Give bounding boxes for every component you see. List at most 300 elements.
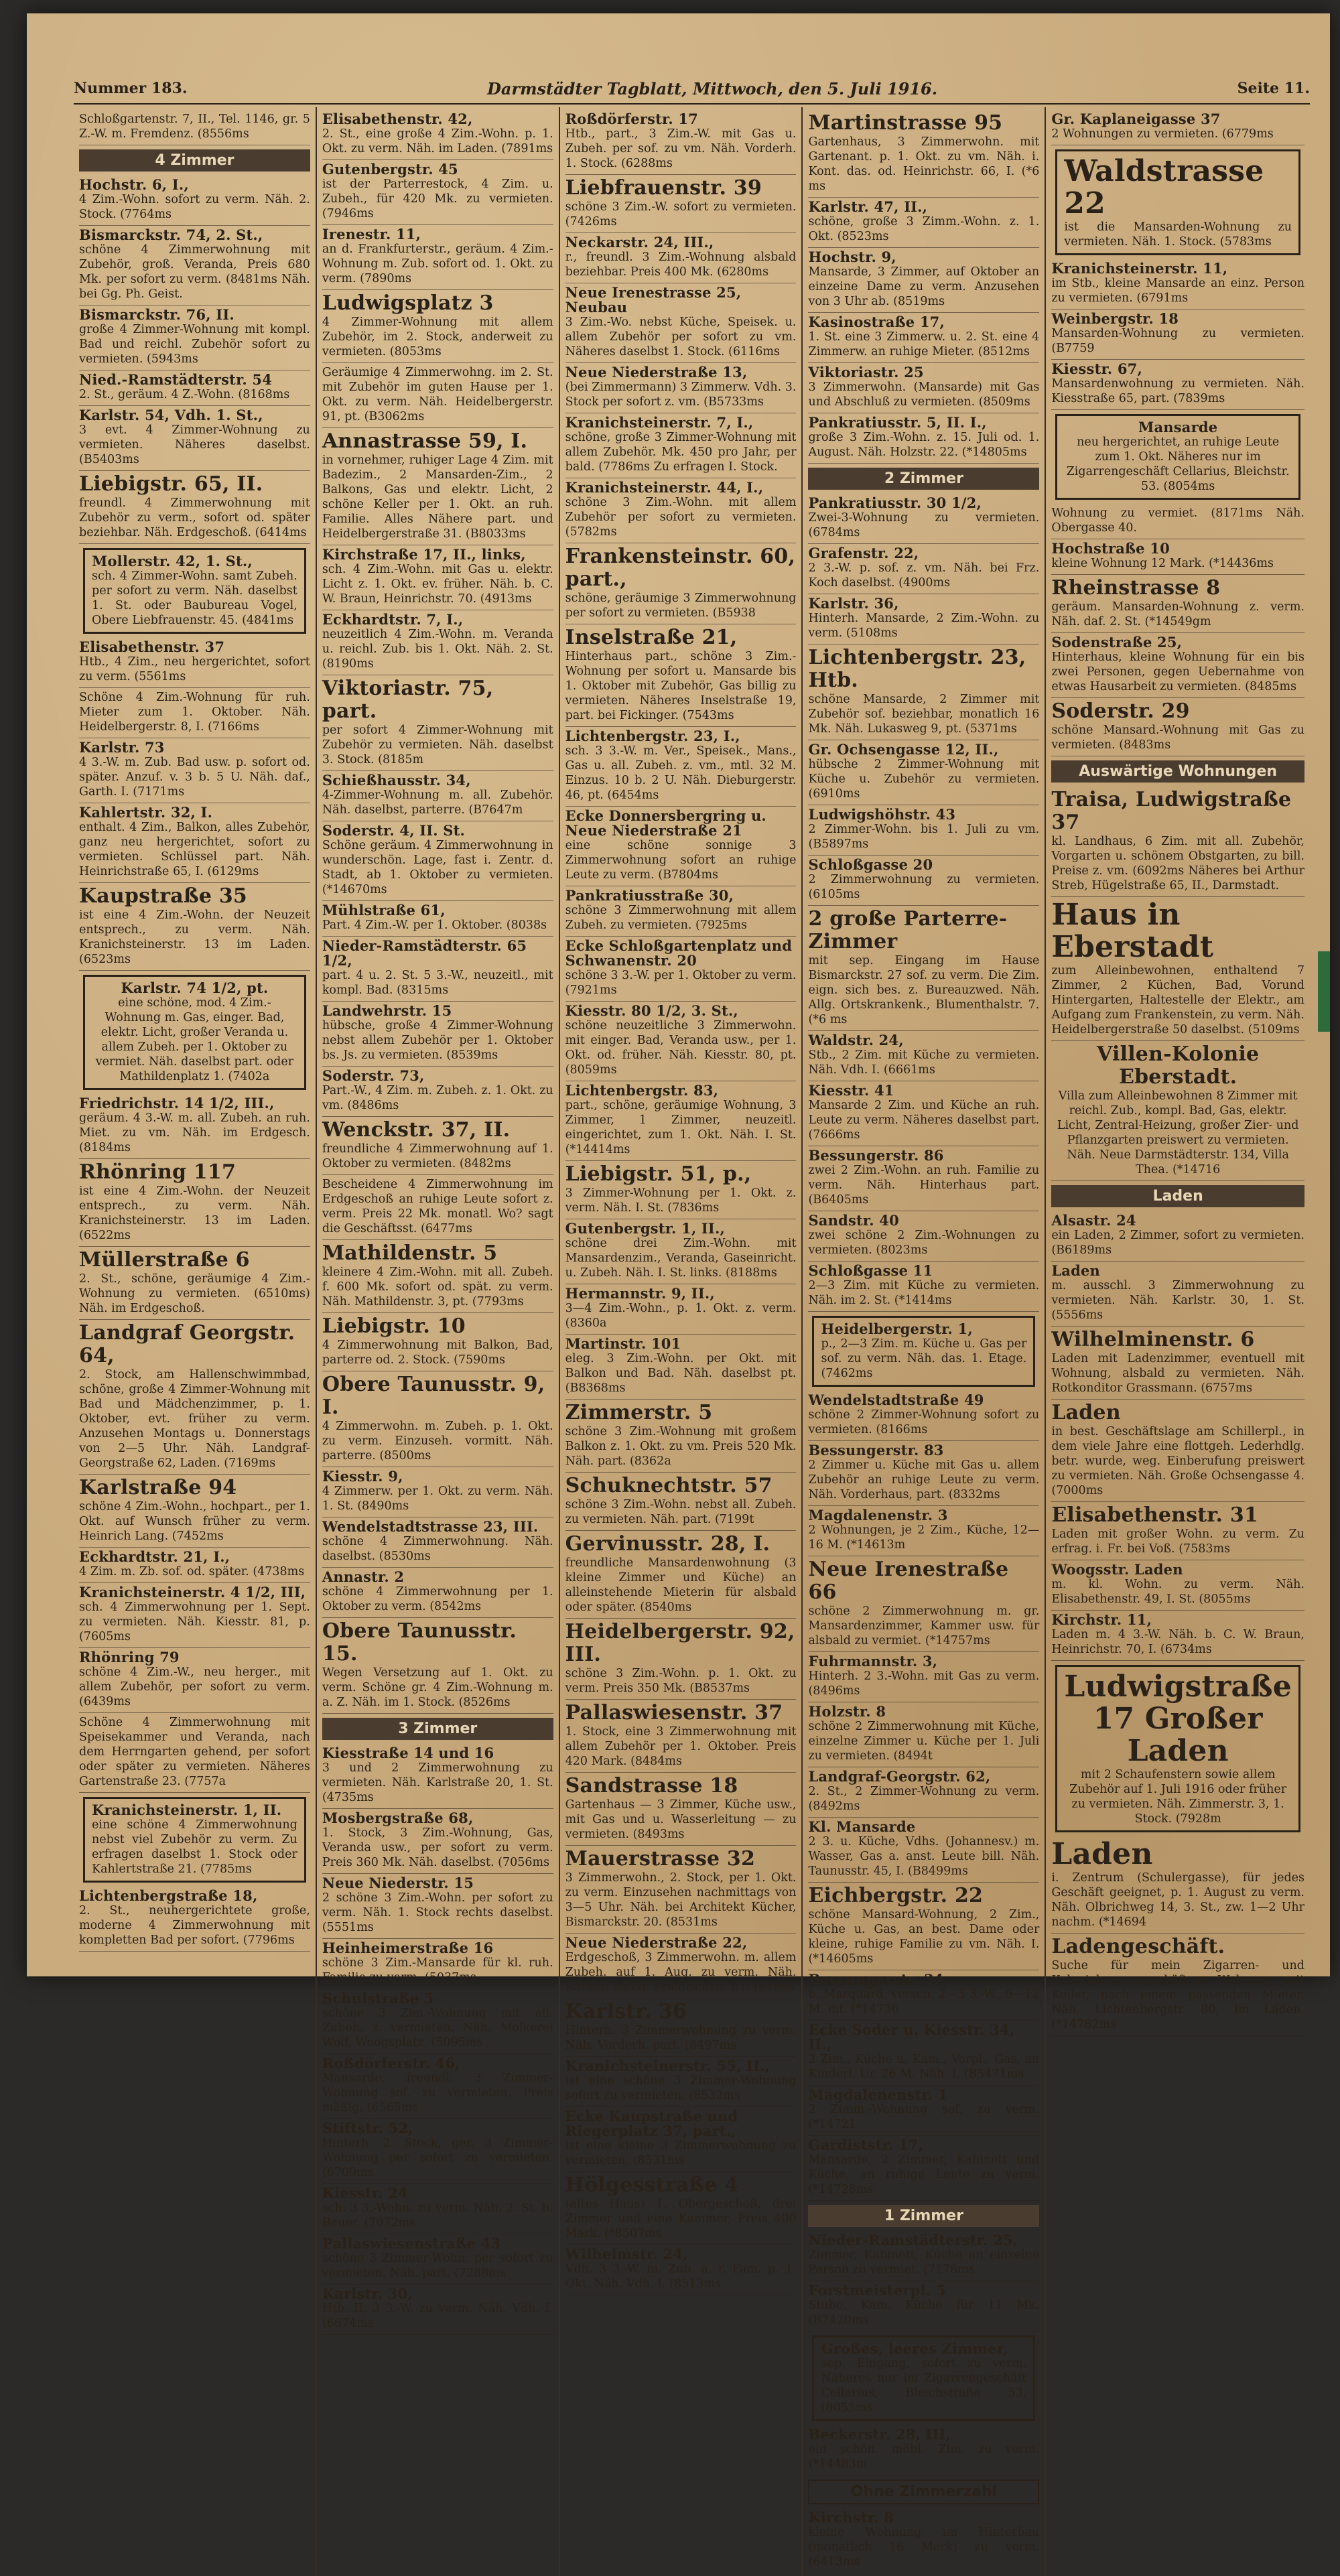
classified-ad [565,2245,797,2295]
ad-heading: Beckerstr. 28, III, [808,2426,951,2443]
ad-body: ist eine schöne 3 Zimmer-Wohnung sofort zu vermieten. (8532ms [565,2074,797,2102]
ad-body: Hinterhaus, kleine Wohnung für ein bis zwei Personen, gegen Uebernahme von etwas Hausarbeit zu vermieten. (8485ms [1051,651,1304,693]
classified-ad [1051,575,1304,633]
classified-ad [79,883,310,971]
classified-ad [808,413,1039,464]
classified-ad [1051,504,1304,539]
ad-body: freundl. 4 Zimmerwohnung mit Zubehör zu verm., sofort od. später beziehbar. Näh. Erdgeschoß. (6414ms [79,496,310,539]
ad-heading: Karlstr. 47, II., [808,198,928,215]
classified-ad [79,1713,310,1793]
page-edge-marker [1318,951,1330,1032]
ad-heading: Wilhelmstr. 24, [565,2246,688,2262]
ad-body: Zimmer, Kabinett, Küche an einzelne Person zu vermiet. (7178ms [808,2248,1040,2277]
classified-ad [808,1441,1039,1506]
ad-heading: Ecke Soder u. Kiesstr. 34, II., [808,2021,1015,2053]
classified-ad [565,1846,797,1934]
ad-body: Schloßgartenstr. 7, II., Tel. 1146, gr. 5 Z.-W. m. Fremdenz. (8556ms [79,113,310,141]
ad-heading: Heidelbergerstr. 92, III. [565,1620,795,1666]
ad-heading: Lichtenbergstr. 23, Htb. [808,646,1026,692]
classified-ad [565,175,797,233]
ad-body: m. kl. Wohn. zu verm. Näh. Elisabethenstr. 49, I. St. (8055ms [1051,1578,1304,1606]
ad-heading: Irenestr. 11, [322,226,421,243]
ad-body: schöne 3 Zim.-Wohn. mit allem Zubehör per sofort zu vermieten. (5782ms [565,496,797,539]
ad-body: schöne 3 Zim.-Mansarde für kl. ruh. Familie zu verm. (5037ms [322,1956,553,1984]
ad-body: Laden m. 4 3.-W. Näh. b. C. W. Braun, Heinrichstr. 70, I. (6734ms [1051,1628,1304,1656]
ad-body: 3 Zimmerwohn., 2. Stock, per 1. Okt. zu verm. Einzusehen nachmittags von 3—5 Uhr. Näh. bei Architekt Kücher, Bismarckstr. 20. (8531ms [565,1871,797,1929]
ad-heading: Rheinstrasse 8 [1051,576,1221,600]
ad-body: kleinere 4 Zim.-Wohn. mit all. Zubeh. f. 600 Mk. sofort od. spät. zu verm. Näh. Mathildenstr. 3, pt. (7793ms [322,1266,553,1308]
ad-body: Part.-W., 4 Zim. m. Zubeh. z. 1. Okt. zu vm. (8486ms [322,1084,553,1112]
ad-body: eleg. 3 Zim.-Wohn. per Okt. mit Balkon und Bad. Näh. daselbst pt. (B8368ms [565,1352,797,1395]
classified-ad [808,805,1039,856]
classified-ad [83,975,306,1090]
ad-heading: Bismarckstr. 76, II. [79,306,234,323]
ad-heading: Kranichsteinerstr. 4 1/2, III, [79,1584,306,1601]
ad-heading: Zimmerstr. 5 [565,1401,713,1424]
classified-columns [74,107,1310,2569]
ad-heading: Kirchstraße 17, II., links, [322,546,526,563]
ad-body: kleine Wohnung 12 Mark. (*14436ms [1051,557,1274,570]
classified-ad [808,1081,1039,1146]
ad-heading: Karlstr. 36, [808,595,899,612]
ad-body: schöne 3 Zim.-Wohnung mit großem Balkon z. 1. Okt. zu vm. Preis 520 Mk. Näh. part. (8362a [565,1425,797,1468]
classified-ad [808,544,1039,594]
ad-heading: Neue Niederstr. 15 [322,1875,474,1891]
ad-heading: Neue Irenestraße 66 [808,1558,1009,1604]
ad-body: schöne 4 Zimmerwohnung mit Zubehör, groß. Veranda, Preis 680 Mk. per sofort zu verm. (8481ms Näh. bei Gg. Ph. Geist. [79,243,310,301]
ad-heading: Nieder-Ramstädterstr. 65 1/2, [322,937,527,969]
ad-body: Hinterh. Mansarde, 2 Zim.-Wohn. zu verm. (5108ms [808,612,1040,640]
classified-ad [322,545,553,610]
classified-ad [565,624,797,727]
ad-heading: Schloßgasse 11 [808,1262,933,1279]
classified-ad [808,2281,1039,2331]
classified-ad [808,2231,1039,2281]
ad-body: Stb., 2 Zim. mit Küche zu vermieten. Näh. Vdh. I. (6661ms [808,1048,1040,1077]
classified-ad [79,406,310,471]
ad-heading: Ladengeschäft. [1051,1935,1225,1958]
ad-body: 4-Zimmer-Wohnung m. all. Zubehör. Näh. daselbst, parterre. (B7647m [322,789,553,817]
ad-body: Schöne 4 Zimmerwohnung mit Speisekammer und Veranda, nach dem Herrngarten gehend, per sofort oder später zu vermieten. Näheres Gartenstraße 23. (7757a [79,1716,310,1788]
ad-heading: Schuknechtstr. 57 [565,1474,773,1497]
ad-heading: Heinheimerstraße 16 [322,1940,494,1956]
ad-body: schöne, große 3 Zimmer-Wohnung mit allem Zubehör. Mk. 450 pro Jahr, per bald. (7786ms Zu erfragen I. Stock. [565,431,797,474]
ad-heading: Laden [1051,1837,1153,1871]
classified-ad [1051,1560,1304,1611]
classified-ad [565,1400,797,1473]
classified-ad [322,1002,553,1067]
ad-body: Mansarde, 3 Zimmer, auf Oktober an einzeine Dame zu verm. Anzusehen von 3 Uhr ab. (8519ms [808,265,1040,308]
ad-heading: Elisabethenstr. 31 [1051,1503,1258,1527]
classified-ad [322,1568,553,1618]
ad-heading: Mollerstr. 42, 1. St., [92,553,253,569]
ad-heading: Mauerstrasse 32 [565,1847,756,1871]
ad-heading: Frankensteinstr. 60, part., [565,545,796,591]
ad-heading: Bessungerstr. 83 [808,1442,944,1459]
ad-body: Htb., part., 3 Zim.-W. mit Gas u. Zubeh. per sof. zu vm. Näh. Vorderh. 1. Stock. (6288ms [565,127,797,170]
classified-ad [808,856,1039,906]
ad-heading: Fuhrmannstr. 3, [808,1653,938,1670]
ad-body: eine schöne 4 Zimmerwohnung nebst viel Zubehör zu verm. Zu erfragen daselbst 1. Stock oder Kahlertstraße 21. (7785ms [92,1818,297,1876]
ad-body: Mansarde, 2 Zimmer, Kabinett und Küche, an ruhige Leute zu verm. (*14728ms [808,2153,1040,2196]
ad-body: 2 Zim., Küche u. Kam., Vorpl., Gas, an Kinderl. Ur. 26 M. Näh. I. (B5471ms [808,2053,1040,2081]
classified-ad [322,937,553,1002]
ad-heading: Mosbergstraße 68, [322,1810,474,1826]
ad-body: schöne 3 Zimmer-Wohn. per sofort zu vermieten. Näh. part. (7288ms [322,2252,553,2280]
ad-body: ein Laden, 2 Zimmer, sofort zu vermieten. (B6189ms [1051,1229,1304,1257]
ad-body: im Stb., kleine Mansarde an einz. Person zu vermieten. (6791ms [1051,277,1304,305]
column-5 [1046,107,1310,2576]
ad-body: neu hergerichtet, an ruhige Leute zum 1. Okt. Näheres nur im Zigarrengeschäft Cellarius, Bleichstr. 53. (8054ms [1066,435,1290,493]
ad-body: in vornehmer, ruhiger Lage 4 Zim. mit Badezim., 2 Mansarden-Zim., 2 Balkons, Gas und elektr. Licht, 2 schöne Keller per 1. Okt. an ruh. Familie. Alles Nähere part. und Heidelbergerstraße 31. (B8033ms [322,454,553,541]
classified-ad [79,1320,310,1475]
classified-ad [79,638,310,688]
classified-ad [79,688,310,738]
classified-ad [808,1031,1039,1081]
ad-heading: Liebigstr. 65, II. [79,472,263,496]
ad-body: eine schöne, mod. 4 Zim.-Wohnung m. Gas, einger. Bad, elektr. Licht, großer Veranda u. allem Zubeh. per 1. Oktober zu vermiet. Näh. daselbst part. oder Mathildenplatz 1. (7402a [95,996,294,1083]
ad-body: Htb., 4 Zim., neu hergerichtet, sofort zu verm. (5561ms [79,655,310,683]
ad-heading: Lichtenbergstr. 23, I., [565,728,740,744]
ad-body: 2. St., 2 Zimmer-Wohnung zu verm. (8492ms [808,1785,1040,1813]
ad-heading: Eckhardtstr. 7, I., [322,611,464,628]
ad-body: mit sep. Eingang im Hause Bismarckstr. 27 sof. zu verm. Die Zim. eign. sich bes. z. Bureauzwed. Näh. Allg. Ortskrankenk., Blumenthalstr. 7. (*6 ms [808,954,1040,1026]
classified-ad [565,1335,797,1400]
ad-body: 2 schöne 3 Zim.-Wohn. per sofort zu verm. Näh. 1. Stock rechts daselbst. (5551ms [322,1891,553,1934]
ad-body: zum Alleinbewohnen, enthaltend 7 Zimmer, 2 Küchen, Bad, Vorund Hintergarten, Haltestelle der Elektr., am Aufgang zum Frankenstein, zu verm. Näh. Heidelbergerstraße 50 daselbst. (5109ms [1051,964,1304,1036]
classified-ad [565,1773,797,1846]
ad-body: 3 evt. 4 Zimmer-Wohnung zu vermieten. Näheres daselbst. (B5403ms [79,423,310,466]
classified-ad [1051,1327,1304,1400]
ad-body: Hinterh. 3 Zimmerwohnung zu verm. Näh. Vorderh. part. (8497ms [565,2024,797,2052]
classified-ad [322,2184,553,2234]
ad-heading: Stiftstr. 52, [322,2120,413,2137]
ad-body: schöne 4 Zim.-Wohn., hochpart., per 1. Okt. auf Wunsch früher zu verm. Heinrich Lang. (7452ms [79,1500,310,1543]
ad-heading: Kranichsteinerstr. 1, II. [92,1802,282,1818]
ad-body: Htb. II, 3 3.-W. zu verm. Näh. Vdh. I. (6674ms [322,2302,553,2330]
ad-heading: Gr. Ochsengasse 12, II., [808,741,999,758]
ad-body: 3 Zimmer-Wohnung per 1. Okt. z. verm. Näh. I. St. (7836ms [565,1187,797,1215]
ad-heading: Sandstrasse 18 [565,1774,738,1798]
ad-heading: Ecke Schloßgartenplatz und Schwanenstr. 20 [565,937,793,969]
ad-body: Zwei-3-Wohnung zu vermieten. (6784ms [808,511,1040,539]
ad-heading: Annastrasse 59, I. [322,429,528,453]
ad-body: 2 Zimmer-Wohn. bis 1. Juli zu vm. (B5897ms [808,823,1040,851]
ad-body: Wegen Versetzung auf 1. Okt. zu verm. Schöne gr. 4 Zim.-Wohnung m. a. Z. Näh. im 1. Stock. (8526ms [322,1666,553,1709]
classified-ad [565,543,797,624]
ad-body: schöne 2 Zimmerwohnung m. gr. Mansardenzimmer, Kammer usw. für alsbald zu vermiet. (*14757ms [808,1605,1040,1647]
classified-ad [565,1531,797,1619]
ad-body: 1. Stock, eine 3 Zimmerwohnung mit allem Zubehör per 1. Oktober. Preis 420 Mark. (8484ms [565,1725,797,1768]
classified-ad [1055,414,1300,500]
ad-body: (bei Zimmermann) 3 Zimmerw. Vdh. 3. Stock per sofort z. vm. (B5733ms [565,381,797,409]
classified-ad [79,1548,310,1583]
ad-heading: Kaupstraße 35 [79,884,247,908]
ad-heading: Roßdörferstr. 17 [565,111,698,127]
classified-ad [808,1506,1039,1556]
ad-heading: Laden [1051,1401,1121,1424]
column-2 [317,107,560,2576]
ad-body: sch. 3 3.-W. m. Ver., Speisek., Mans., Gas u. all. Zubeh. z. vm., mtl. 32 M. Einzus. 10 b. 2 U. Näh. Dieburgerstr. 46, pt. (6454ms [565,744,797,802]
ad-body: schöne 2 Zimmerwohnung mit Küche, einzelne Zimmer u. Küche per 1. Juli zu vermieten. (8494t [808,1720,1040,1763]
ad-heading: Ecke Kaupstraße und Riegerplatz 37, part., [565,2108,738,2139]
ad-body: schöne 3 Zim.-W. sofort zu vermieten. (7426ms [565,200,797,228]
ad-body: Gartenhaus, 3 Zimmerwohn. mit Gartenant. p. 1. Okt. zu vm. Näh. i. Kont. das. od. Heinrichstr. 66, I. (*6 ms [808,135,1040,193]
ad-body: ist der Parterrestock, 4 Zim. u. Zubeh., für 420 Mk. zu vermieten. (7946ms [322,178,553,220]
ad-heading: Landgraf Georgstr. 64, [79,1321,295,1367]
classified-ad [1051,1041,1304,1181]
section-header: Ohne Zimmerzahl [808,2480,1039,2504]
ad-heading: Karlstraße 94 [79,1476,237,1499]
classified-ad [322,610,553,675]
classified-ad [1051,310,1304,360]
classified-ad [565,2107,797,2172]
classified-ad [808,494,1039,544]
classified-ad [79,370,310,406]
classified-ad [79,1887,310,1952]
classified-ad [79,306,310,370]
classified-ad [565,2057,797,2107]
section-header: 3 Zimmer [322,1718,553,1740]
ad-heading: Kranichsteinerstr. 7, I., [565,414,754,431]
ad-body: part. 4 u. 2. St. 5 3.-W., neuzeitl., mit kompl. Bad. (8315ms [322,969,553,997]
ad-heading: Soderstr. 4, II. St. [322,822,466,839]
ad-heading: Inselstraße 21, [565,626,738,649]
classified-ad [565,478,797,543]
classified-ad [565,886,797,937]
ad-body: 2. St., neuhergerichtete große, moderne 4 Zimmerwohnung mit kompletten Bad per sofort. (7796ms [79,1904,310,1947]
classified-ad [79,226,310,306]
ad-heading: Kl. Mansarde [808,1818,916,1835]
ad-heading: Hermannstr. 9, II., [565,1285,715,1302]
ad-body: 1. Stock, 3 Zim.-Wohnung, Gas, Veranda usw., per sofort zu verm. Preis 360 Mk. Näh. daselbst. (7056ms [322,1826,553,1869]
page-number: Seite 11. [1237,80,1310,97]
ad-body: 4 Zimmer-Wohnung mit allem Zubehör, im 2. Stock, anderweit zu vermieten. (8053ms [322,316,553,358]
ad-body: part., schöne, geräumige Wohnung, 3 Zimmer, 1 Zimmer, neuzeitl. eingerichtet, zum 1. Okt. Näh. I. St. (*14414ms [565,1099,797,1156]
ad-heading: Grafenstr. 22, [808,545,919,561]
classified-ad [322,1989,553,2054]
ad-body: Villa zum Alleinbewohnen 8 Zimmer mit reichl. Zub., kompl. Bad, Gas, elektr. Licht, Zentral-Heizung, großer Zier- und Pflanzgarten preiswert zu vermieten. Näh. Neue Darmstädterstr. 134, Villa Thea. (*14716 [1057,1089,1299,1176]
ad-heading: Lichtenbergstr. 83, [565,1082,719,1099]
ad-body: schöne 3 Zim.-Wohn. nebst all. Zubeh. zu vermieten. Näh. part. (7199t [565,1498,797,1526]
ad-body: Stube, Kam. Küche für 11 Mk. (B7420ms [808,2299,1040,2327]
ad-body: eine schöne sonnige 3 Zimmerwohnung sofort an ruhige Leute zu verm. (B7804ms [565,839,797,882]
ad-body: schöne 4 Zim.-W., neu herger., mit allem Zubehör, per sofort zu verm. (6439ms [79,1666,310,1708]
ad-body: schöne 4 Zimmerwohnung per 1. Oktober zu verm. (8542ms [322,1585,553,1613]
ad-body: 3 Zimmerwohn. (Mansarde) mit Gas und Abschluß zu vermieten. (8509ms [808,381,1040,409]
classified-ad [565,1473,797,1531]
ad-body: 4 Zim.-Wohn. sofort zu verm. Näh. 2. Stock. (7764ms [79,193,310,221]
classified-ad [322,160,553,225]
ad-heading: 2 große Parterre-Zimmer [808,907,1008,953]
ad-heading: Mathildenstr. 5 [322,1241,498,1265]
ad-heading: Magdalenenstr. 3 [808,1507,948,1523]
ad-heading: Woogsstr. Laden [1051,1561,1183,1578]
ad-body: 1. St. eine 3 Zimmerw. u. 2. St. eine 4 Zimmerw. an ruhige Mieter. (8512ms [808,330,1040,358]
classified-ad [808,2136,1039,2201]
classified-ad [565,1002,797,1081]
classified-ad [1055,1665,1300,1832]
ad-heading: Eichbergstr. 22 [808,1884,984,1907]
ad-heading: Karlstr. 54, Vdh. 1. St., [79,407,263,423]
classified-ad [1051,110,1304,145]
ad-body: mit 2 Schaufenstern sowie allem Zubehör auf 1. Juli 1916 oder früher zu vermieten. Näh. Zimmerstr. 3, 1. Stock. (7928m [1069,1768,1287,1826]
classified-ad [808,1391,1039,1441]
ad-heading: Wendelstadtstraße 49 [808,1392,984,1408]
classified-ad [322,2234,553,2285]
ad-body: 2—3 Zim. mit Küche zu vermieten. Näh. im 2. St. (*1414ms [808,1279,1040,1307]
ad-heading: Wenckstr. 37, II. [322,1118,511,1142]
ad-heading: Hochstr. 6, I., [79,176,189,193]
classified-ad [1051,1611,1304,1661]
ad-body: 4 Zimmerw. per 1. Okt. zu verm. Näh. 1. St. (8490ms [322,1485,553,1513]
ad-heading: Müllerstraße 6 [79,1248,250,1272]
ad-body: 2. St., geräum. 4 Z.-Wohn. (8168ms [79,388,290,401]
classified-ad [1055,149,1300,255]
ad-heading: Liebigstr. 10 [322,1314,466,1338]
classified-ad [565,233,797,283]
ad-heading: Gutenbergstr. 45 [322,161,458,178]
ad-body: sch. 4 Zim.-Wohn. mit Gas u. elektr. Licht z. 1. Okt. ev. früher. Näh. b. C. W. Braun, Heinrichstr. 70. (4913ms [322,563,553,606]
classified-ad [322,2119,553,2184]
classified-ad [565,1934,797,1998]
ad-heading: Annastr. 2 [322,1568,405,1585]
ad-body: schöne drei Zim.-Wohn. mit Mansardenzim., Veranda, Gaseinricht. u. Zubeh. Näh. I. St. links. (8188ms [565,1237,797,1280]
ad-heading: Weinbergstr. 18 [1051,310,1179,327]
ad-heading: Mühlstraße 61, [322,902,446,919]
classified-ad [322,1467,553,1517]
ad-body: 2 Zimm.-Wohnung sof. zu verm. (*14721 [808,2103,1040,2131]
classified-ad [565,727,797,807]
ad-heading: Waldstr. 24, [808,1032,904,1048]
classified-ad [565,807,797,886]
ad-body: ist die Mansarden-Wohnung zu vermieten. Näh. 1. Stock. (5783ms [1064,220,1292,249]
section-header: 4 Zimmer [79,149,310,172]
ad-heading: Wendelstadtstrasse 23, III. [322,1518,539,1535]
classified-ad [322,2285,553,2335]
ad-body: 2 3. u. Küche, Vdhs. (Johannesv.) m. Wasser, Gas a. anst. Leute bill. Näh. Taunusstr. 45, I. (B8499ms [808,1835,1040,1878]
classified-ad [1051,1836,1304,1934]
ad-heading: Großes, leeres Zimmer, [821,2340,1008,2357]
classified-ad [808,2425,1039,2476]
ad-heading: Villen-Kolonie Eberstadt. [1097,1042,1260,1089]
classified-ad [565,1284,797,1335]
ad-heading: Gervinusstr. 28, I. [565,1532,770,1556]
ad-body: sch. 4 Zimmer-Wohn. samt Zubeh. per sofort zu verm. Näh. daselbst 1. St. oder Baubureau Vogel, Obere Liebfrauenstr. 45. (4841ms [92,569,297,627]
ad-heading: Eckhardtstr. 21, I., [79,1548,230,1565]
classified-ad [808,2086,1039,2136]
ad-body: große 4 Zimmer-Wohnung mit kompl. Bad und reichl. Zubehör sofort zu vermieten. (5943ms [79,323,310,366]
ad-body: per sofort 4 Zimmer-Wohnung mit Zubehör zu vermieten. Näh. daselbst 3. Stock. (8185m [322,724,553,766]
ad-heading: Pallaswiesenstr. 37 [565,1701,783,1724]
ad-heading: Neue Irenestrasse 25, Neubau [565,284,742,316]
ad-heading: Kahlertstr. 32, I. [79,804,213,821]
classified-ad [808,363,1039,413]
ad-heading: Bessungerstr. 86 [808,1147,944,1164]
ad-heading: Waldstrasse 22 [1064,154,1264,220]
classified-ad [808,1702,1039,1767]
ad-heading: Nieder-Ramstädterstr. 25, [808,2232,1018,2248]
ad-heading: Kranichsteinerstr. 44, I., [565,479,764,496]
classified-ad [808,1970,1039,2021]
ad-body: schöne 3 Zim.-Wohn. p. 1. Okt. zu verm. Preis 350 Mk. (B8537ms [565,1667,797,1695]
ad-heading: Schießhausstr. 34, [322,772,471,789]
ad-heading: Holzstr. 8 [808,1703,886,1720]
classified-ad [322,1313,553,1371]
ad-body: zwei schöne 2 Zim.-Wohnungen zu vermieten. (8023ms [808,1229,1040,1257]
ad-heading: Viktoriastr. 75, part. [322,677,494,723]
ad-heading: Kirchstr. 8 [808,2509,894,2526]
ad-body: enthalt. 4 Zim., Balkon, alles Zubehör, ganz neu hergerichtet, sofort zu vermieten. Schlüssel part. Näh. Heinrichstraße 65, I. (6129ms [79,821,310,878]
ad-body: neuzeitlich 4 Zim.-Wohn. m. Veranda u. reichl. Zub. bis 1. Okt. Näh. 2. St. (8190ms [322,628,553,671]
ad-body: Wohnung zu vermiet. (8171ms Näh. Obergasse 40. [1051,506,1304,535]
ad-body: b. Marquard, versch. 2—3 3.-W., 9—12 M. mt. (*14736 [808,1988,1040,2016]
classified-ad [322,1809,553,1874]
ad-heading: Kirchstr. 11, [1051,1611,1152,1628]
ad-heading: Karlstr. 74 1/2, pt. [121,979,269,996]
ad-heading: Pankratiusstraße 30, [565,887,734,904]
ad-body: hübsche 2 Zimmer-Wohnung mit Küche u. Zubehör zu vermieten. (6910ms [808,758,1040,801]
classified-ad [808,1262,1039,1312]
classified-ad [322,2054,553,2119]
classified-ad [1051,1502,1304,1560]
classified-ad [79,110,310,145]
ad-body: geräum. Mansarden-Wohnung z. verm. Näh. daf. 2. St. (*14549gm [1051,600,1304,628]
ad-heading: Ecke Donnersbergring u. Neue Niederstraße 21 [565,807,766,839]
ad-heading: Obere Taunusstr. 9, I. [322,1373,545,1419]
classified-ad [322,771,553,821]
ad-heading: Landwehrstr. 15 [322,1002,452,1019]
classified-ad [565,1619,797,1700]
classified-ad [808,1556,1039,1652]
column-4 [803,107,1046,2576]
ad-heading: Ludwigshöhstr. 43 [808,806,956,823]
ad-body: Schöne 4 Zim.-Wohnung für ruh. Mieter zum 1. Oktober. Näh. Heidelbergerstr. 8, I. (7166ms [79,691,310,734]
newspaper-page [27,13,1330,2569]
classified-ad [322,428,553,545]
ad-heading: Laden [1051,1262,1101,1279]
ad-heading: Bessungerstr. 34, [808,1971,949,1988]
ad-heading: Kiesstr. 24 [322,2185,408,2201]
ad-body: ist eine kleine 3 Zimmerwohnung zu vermieten. (8531ms [565,2139,797,2167]
ad-heading: Kranichsteinerstr. 55, II., [565,2057,770,2074]
ad-body: Part. 4 Zim.-W. per 1. Oktober. (8038s [322,919,547,932]
ad-heading: Magdalenenstr. 1 [808,2086,948,2103]
classified-ad [322,363,553,428]
ad-body: 2. Stock, am Hallenschwimmbad, schöne, große 4 Zimmer-Wohnung mit Bad und Mädchenzimmer, p. 1. Oktober, evt. früher zu verm. Anzusehen Montags u. Donnerstags von 2—5 Uhr. Näh. Landgraf-Georgstraße 62, Laden. (7169ms [79,1368,310,1470]
issue-number: Nummer 183. [74,80,188,97]
ad-body: Bescheidene 4 Zimmerwohnung im Erdgeschoß an ruhige Leute sofort z. verm. Preis 22 Mk. monatl. Wo? sagt die Geschäftsst. (6477ms [322,1178,553,1235]
ad-body: Mansardenwohnung zu vermieten. Näh. Kiesstraße 65, part. (7839ms [1051,377,1304,405]
ad-heading: Sodenstraße 25, [1051,634,1183,651]
classified-ad [322,1175,553,1240]
ad-body: Geräumige 4 Zimmerwohng. im 2. St. mit Zubehör im guten Hause per 1. Okt. zu verm. Näh. Heidelbergerstr. 91, pt. (B3062ms [322,366,553,423]
ad-body: Laden mit großer Wohn. zu verm. Zu erfrag. i. Fr. bei Voß. (7583ms [1051,1528,1304,1556]
classified-ad [322,290,553,363]
classified-ad [808,313,1039,363]
classified-ad [1051,1211,1304,1262]
ad-body: 2 Zimmer u. Küche mit Gas u. allem Zubehör an ruhige Leute zu verm. Näh. Vorderhaus, part. (8332ms [808,1459,1040,1501]
ad-body: schöne neuzeitliche 3 Zimmerwohn. mit einger. Bad, Veranda usw., per 1. Okt. od. früher. Näh. Kiesstr. 80, pt. (8059ms [565,1019,797,1077]
ad-body: Suche für mein Zigarren- und Kolonialwarengeschäft m. Wohnung, mit Keller, nach einem passenden Mieter. Näh. Lichtenbergstr. 80, im Laden. (*14782ms [1051,1959,1304,2031]
classified-ad [565,110,797,175]
ad-body: Schöne geräum. 4 Zimmerwohnung in wunderschön. Lage, fast i. Zentr. d. Stadt, ab 1. Oktober zu vermieten. (*14670ms [322,839,553,896]
ad-body: geräum. 4 3.-W. m. all. Zubeh. an ruh. Miet. zu vm. Näh. im Erdgesch. (8184ms [79,1111,310,1154]
ad-heading: Kiesstr. 9, [322,1468,403,1485]
ad-heading: Hochstr. 9, [808,249,896,265]
classified-ad [79,1094,310,1159]
ad-body: Mansarde 2 Zim. und Küche an ruh. Leute zu verm. Näheres daselbst part. (7666ms [808,1099,1040,1142]
